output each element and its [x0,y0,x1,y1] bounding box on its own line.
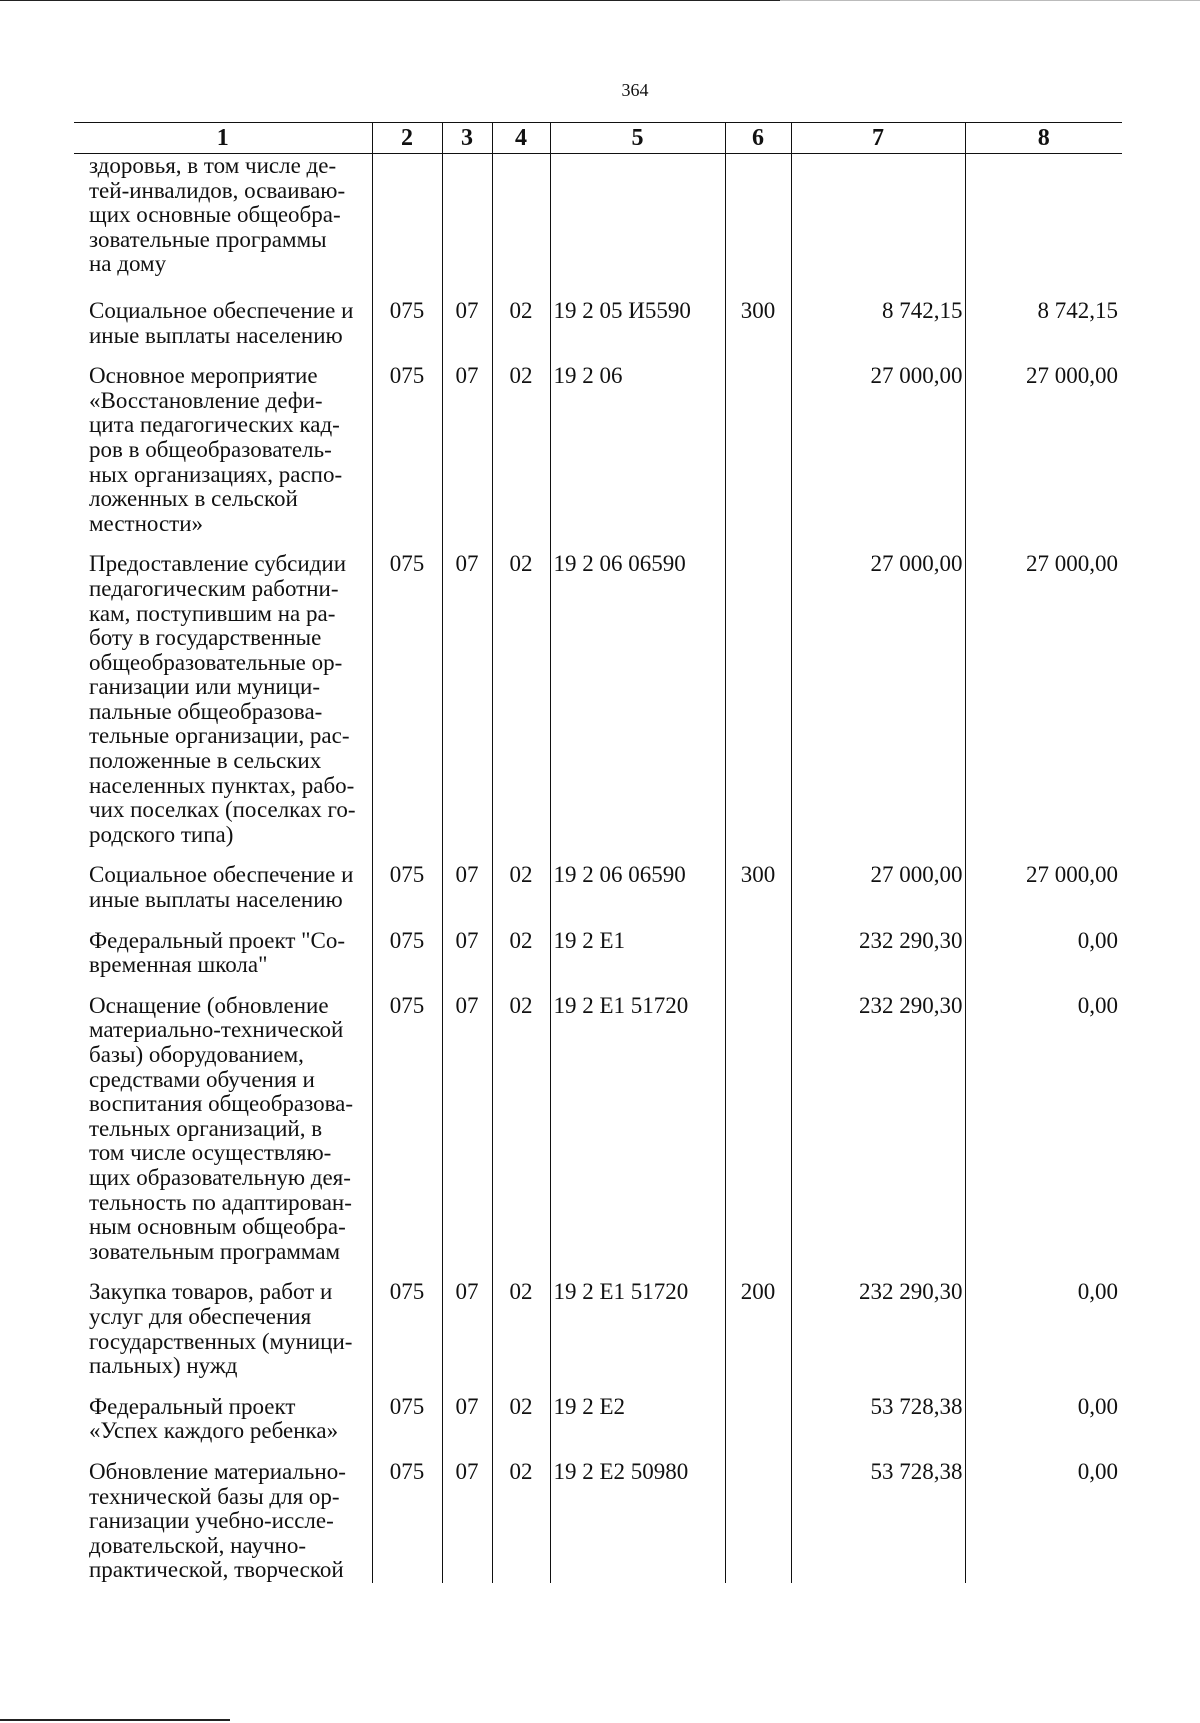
admin-code-cell: 075 [372,929,442,994]
budget-table [74,122,1122,1583]
item-name-cell [74,863,372,928]
target-article-cell: 19 2 E1 51720 [550,1280,725,1394]
amount-approved-cell: 27 000,00 [791,552,965,863]
subsection-cell: 02 [492,994,550,1281]
top-edge-rule [0,0,780,1]
item-name-cell [74,1395,372,1460]
item-name-line: Закупка товаров, работ и [89,1279,333,1305]
section-cell: 07 [442,552,492,863]
section-cell: 07 [442,863,492,928]
amount-executed-cell: 8 742,15 [965,299,1122,364]
admin-code-cell: 075 [372,1280,442,1394]
item-name-line: технической базы для ор- [89,1483,340,1509]
item-name-line: боту в государственные [89,625,322,651]
column-header-2: 2 [372,123,442,154]
column-header-1: 1 [74,123,372,154]
target-article-cell: 19 2 06 06590 [550,863,725,928]
item-name-line: иные выплаты населению [89,322,343,348]
amount-approved-cell: 232 290,30 [791,994,965,1281]
item-name-line: чих поселках (поселках го- [89,797,356,823]
item-name-line: цита педагогических кад- [89,412,340,438]
table-row [74,154,1122,299]
item-name-cell [74,1280,372,1394]
item-name-line: зовательным программам [89,1238,341,1264]
item-name-line: населенных пунктах, рабо- [89,772,355,798]
admin-code-cell: 075 [372,1395,442,1460]
item-name-line: Основное мероприятие [89,363,318,389]
subsection-cell: 02 [492,1395,550,1460]
item-name-line: воспитания общеобразова- [89,1091,353,1117]
item-name-line: тей-инвалидов, осваиваю- [89,177,346,203]
amount-executed-cell: 0,00 [965,1395,1122,1460]
table-header-row [74,123,1122,154]
expense-type-cell: 300 [725,863,791,928]
item-name-line: материально-технической [89,1017,344,1043]
subsection-cell: 02 [492,929,550,994]
admin-code-cell: 075 [372,299,442,364]
section-cell: 07 [442,1460,492,1583]
amount-executed-cell: 27 000,00 [965,552,1122,863]
item-name-line: Предоставление субсидии [89,551,346,577]
expense-type-cell [725,1395,791,1460]
column-header-6: 6 [725,123,791,154]
item-name-line: пальные общеобразова- [89,698,323,724]
admin-code-cell: 075 [372,364,442,552]
item-name-cell [74,154,372,299]
item-name-line: зовательные программы [89,226,327,252]
item-name-line: щих основные общеобра- [89,202,341,228]
item-name-cell [74,299,372,364]
amount-approved-cell: 53 728,38 [791,1460,965,1583]
target-article-cell: 19 2 05 И5590 [550,299,725,364]
item-name-cell [74,929,372,994]
table-row [74,364,1122,552]
expense-type-cell: 300 [725,299,791,364]
item-name-line: здоровья, в том числе де- [89,153,337,178]
item-name-line: средствами обучения и [89,1066,315,1092]
item-name-line: «Успех каждого ребенка» [89,1418,339,1444]
item-name-line: на дому [89,251,167,277]
item-name-line: довательской, научно- [89,1532,307,1558]
amount-executed-cell: 0,00 [965,1460,1122,1583]
table-row [74,994,1122,1281]
section-cell: 07 [442,929,492,994]
column-header-4: 4 [492,123,550,154]
table-row [74,299,1122,364]
table-row [74,1395,1122,1460]
item-name-line: пальных) нужд [89,1353,238,1379]
section-cell [442,154,492,299]
amount-executed-cell: 27 000,00 [965,364,1122,552]
subsection-cell: 02 [492,1280,550,1394]
expense-type-cell [725,994,791,1281]
item-name-line: тельных организаций, в [89,1115,323,1141]
bottom-edge-rule [0,1719,230,1721]
target-article-cell: 19 2 E1 51720 [550,994,725,1281]
admin-code-cell: 075 [372,863,442,928]
item-name-line: иные выплаты населению [89,887,343,913]
item-name-line: услуг для обеспечения [89,1303,312,1329]
item-name-line: общеобразовательные ор- [89,649,343,675]
admin-code-cell [372,154,442,299]
page-number: 364 [621,80,649,100]
amount-approved-cell: 232 290,30 [791,1280,965,1394]
amount-approved-cell [791,154,965,299]
item-name-cell [74,1460,372,1583]
item-name-line: родского типа) [89,821,234,847]
item-name-line: практической, творческой [89,1557,344,1583]
item-name-line: «Восстановление дефи- [89,387,323,413]
column-header-3: 3 [442,123,492,154]
subsection-cell: 02 [492,364,550,552]
amount-approved-cell: 27 000,00 [791,364,965,552]
subsection-cell: 02 [492,552,550,863]
item-name-line: щих образовательную дея- [89,1164,351,1190]
top-edge-rule-faint [780,0,1200,1]
expense-type-cell [725,154,791,299]
admin-code-cell: 075 [372,994,442,1281]
amount-executed-cell: 0,00 [965,994,1122,1281]
item-name-line: ложенных в сельской [89,486,298,512]
amount-approved-cell: 53 728,38 [791,1395,965,1460]
amount-executed-cell: 0,00 [965,929,1122,994]
table-row [74,863,1122,928]
subsection-cell: 02 [492,863,550,928]
item-name-cell [74,364,372,552]
section-cell: 07 [442,994,492,1281]
admin-code-cell: 075 [372,552,442,863]
target-article-cell: 19 2 E2 50980 [550,1460,725,1583]
item-name-line: ным основным общеобра- [89,1214,346,1240]
table-row [74,929,1122,994]
section-cell: 07 [442,299,492,364]
expense-type-cell [725,1460,791,1583]
table-body [74,154,1122,1583]
section-cell: 07 [442,364,492,552]
item-name-line: Федеральный проект "Со- [89,927,346,953]
item-name-line: базы) оборудованием, [89,1042,304,1067]
item-name-line: ганизации учебно-иссле- [89,1508,334,1534]
item-name-line: государственных (муници- [89,1328,353,1354]
item-name-cell [74,552,372,863]
item-name-line: тельность по адаптирован- [89,1189,352,1215]
section-cell: 07 [442,1395,492,1460]
item-name-line: педагогическим работни- [89,575,339,601]
admin-code-cell: 075 [372,1460,442,1583]
target-article-cell: 19 2 06 [550,364,725,552]
amount-approved-cell: 27 000,00 [791,863,965,928]
amount-executed-cell: 0,00 [965,1280,1122,1394]
table-row [74,1460,1122,1583]
expense-type-cell [725,552,791,863]
amount-approved-cell: 8 742,15 [791,299,965,364]
item-name-line: временная школа" [89,952,268,978]
item-name-line: том числе осуществляю- [89,1140,332,1166]
column-header-7: 7 [791,123,965,154]
item-name-line: ных организациях, распо- [89,461,343,487]
item-name-line: положенные в сельских [89,748,322,774]
amount-executed-cell: 27 000,00 [965,863,1122,928]
table-row [74,552,1122,863]
target-article-cell [550,154,725,299]
item-name-line: ров в общеобразователь- [89,436,332,462]
item-name-line: кам, поступившим на ра- [89,600,336,626]
column-header-8: 8 [965,123,1122,154]
item-name-line: ганизации или муници- [89,674,321,700]
column-header-5: 5 [550,123,725,154]
expense-type-cell [725,364,791,552]
item-name-line: тельные организации, рас- [89,723,350,749]
target-article-cell: 19 2 E1 [550,929,725,994]
amount-approved-cell: 232 290,30 [791,929,965,994]
item-name-line: Оснащение (обновление [89,992,329,1018]
subsection-cell [492,154,550,299]
target-article-cell: 19 2 E2 [550,1395,725,1460]
item-name-line: Федеральный проект [89,1393,296,1419]
item-name-line: местности» [89,510,204,536]
item-name-cell [74,994,372,1281]
item-name-line: Обновление материально- [89,1458,346,1484]
expense-type-cell [725,929,791,994]
table-row [74,1280,1122,1394]
item-name-line: Социальное обеспечение и [89,297,354,323]
subsection-cell: 02 [492,299,550,364]
amount-executed-cell [965,154,1122,299]
subsection-cell: 02 [492,1460,550,1583]
item-name-line: Социальное обеспечение и [89,862,354,888]
expense-type-cell: 200 [725,1280,791,1394]
target-article-cell: 19 2 06 06590 [550,552,725,863]
section-cell: 07 [442,1280,492,1394]
